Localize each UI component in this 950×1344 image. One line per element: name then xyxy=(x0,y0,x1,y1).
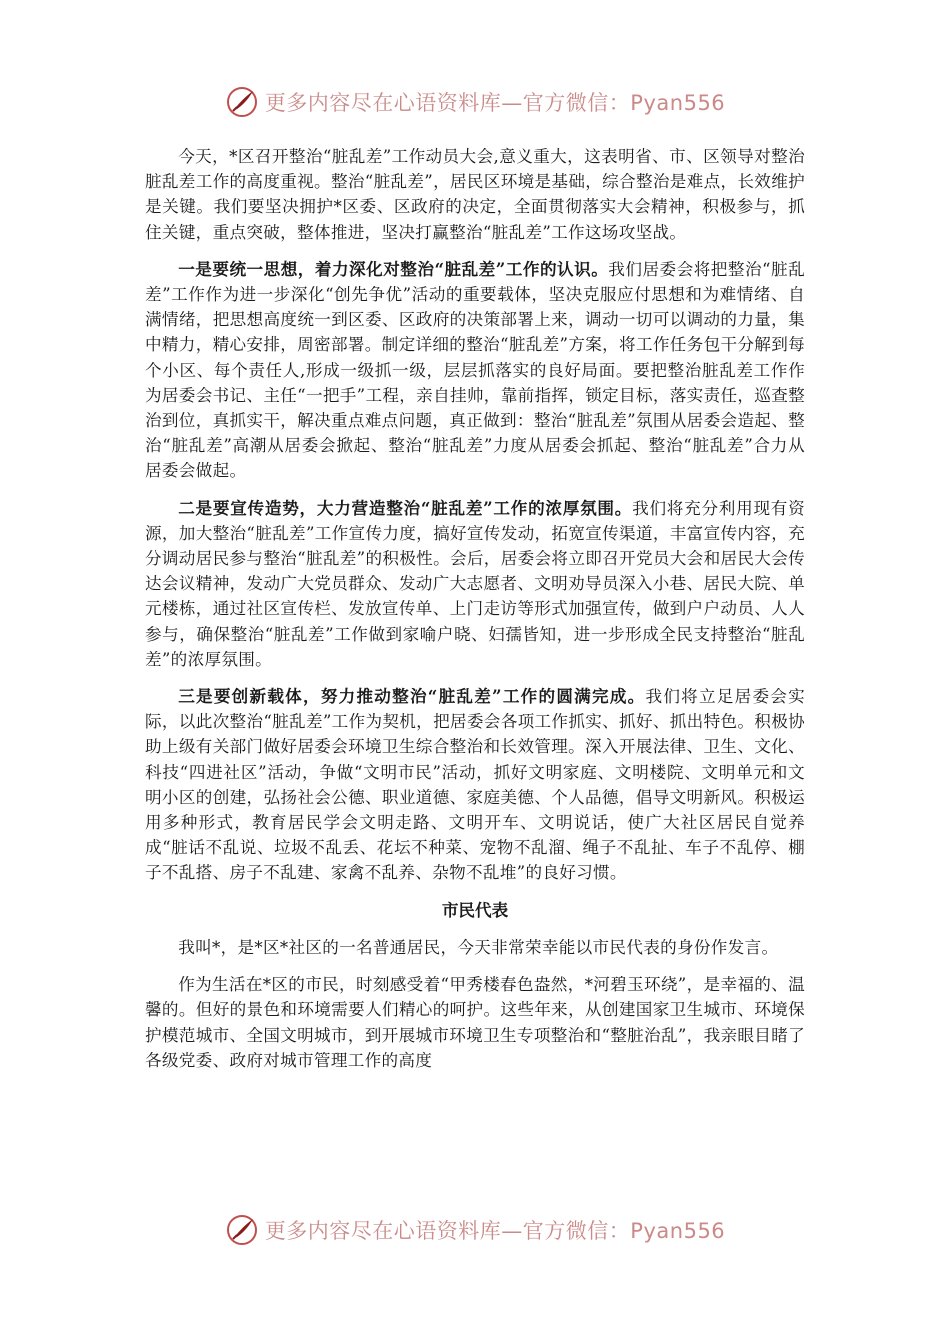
paragraph-text: 我们居委会将把整治“脏乱差”工作作为进一步深化“创先争优”活动的重要载体，坚决克服应付思想和为难情绪、自满情绪，把思想高度统一到区委、区政府的决策部署上来，调动一切可以调动的力量，集中精力，精心安排，周密部署。制定详细的整治“脏乱差”方案，将工作任务包干分解到每个小区、每个责任人,形成一级抓一级，层层抓落实的良好局面。要把整治脏乱差工作作为居委会书记、主任“一把手”工程，亲自挂帅，靠前指挥，锁定目标，落实责任，巡查整治到位，真抓实干，解决重点难点问题，真正做到：整治“脏乱差”氛围从居委会造起、整治“脏乱差”高潮从居委会掀起、整治“脏乱差”力度从居委会抓起、整治“脏乱差”合力从居委会做起。 xyxy=(145,259,805,481)
banner-text: 更多内容尽在心语资料库—官方微信：Pyan556 xyxy=(264,1219,726,1243)
paragraph-lead-heading: 一是要统一思想，着力深化对整治“脏乱差”工作的认识。 xyxy=(178,258,609,279)
paragraph-text: 我叫*，是*区*社区的一名普通居民，今天非常荣幸能以市民代表的身份作发言。 xyxy=(178,937,779,957)
quill-logo-icon xyxy=(225,85,259,119)
quill-logo-icon xyxy=(225,1213,259,1247)
paragraph-text: 今天，*区召开整治“脏乱差”工作动员大会,意义重大，这表明省、市、区领导对整治脏乱差工作的高度重视。整治“脏乱差”，居民区环境是基础，综合整治是难点，长效维护是关键。我们要坚决拥护*区委、区政府的决定，全面贯彻落实大会精神，积极参与，抓住关键，重点突破，整体推进，坚决打赢整治“脏乱差”工作这场攻坚战。 xyxy=(145,147,805,242)
paragraph-text: 我们将充分利用现有资源，加大整治“脏乱差”工作宣传力度，搞好宣传发动，拓宽宣传渠道，丰富宣传内容，充分调动居民参与整治“脏乱差”的积极性。会后，居委会将立即召开党员大会和居民大会传达会议精神，发动广大党员群众、发动广大志愿者、文明劝导员深入小巷、居民大院、单元楼栋，通过社区宣传栏、发放宣传单、上门走访等形式加强宣传，做到户户动员、人人参与，确保整治“脏乱差”工作做到家喻户晓、妇孺皆知，进一步形成全民支持整治“脏乱差”的浓厚氛围。 xyxy=(145,498,806,669)
section-title: 市民代表 xyxy=(441,899,509,920)
paragraph-lead-heading: 三是要创新载体，努力推动整治“脏乱差”工作的圆满完成。 xyxy=(178,686,646,707)
paragraph-self-intro xyxy=(145,935,805,960)
paragraph-text: 作为生活在*区的市民，时刻感受着“甲秀楼春色盎然，*河碧玉环绕”，是幸福的、温馨的。但好的景色和环境需要人们精心的呵护。这些年来，从创建国家卫生城市、环境保护模范城市、全国文明城市，到开展城市环境卫生专项整治和“整脏治乱”，我亲眼目睹了各级党委、政府对城市管理工作的高度 xyxy=(145,975,805,1070)
paragraph-citizen-feelings xyxy=(145,972,805,1073)
paragraph-lead-heading: 二是要宣传造势，大力营造整治“脏乱差”工作的浓厚氛围。 xyxy=(178,497,633,518)
banner-text: 更多内容尽在心语资料库—官方微信：Pyan556 xyxy=(264,91,726,115)
paragraph-intro xyxy=(145,144,805,245)
document-body xyxy=(145,144,805,1085)
footer-watermark-banner xyxy=(0,1208,950,1252)
paragraph-point-two xyxy=(145,496,805,672)
header-watermark-banner xyxy=(0,80,950,124)
paragraph-text: 我们将立足居委会实际，以此次整治“脏乱差”工作为契机，把居委会各项工作抓实、抓好、抓出特色。积极协助上级有关部门做好居委会环境卫生综合整治和长效管理。深入开展法律、卫生、文化、科技“四进社区”活动，争做“文明市民”活动，抓好文明家庭、文明楼院、文明单元和文明小区的创建，弘扬社会公德、职业道德、家庭美德、个人品德，倡导文明新风。积极运用多种形式，教育居民学会文明走路、文明开车、文明说话，使广大社区居民自觉养成“脏话不乱说、垃圾不乱丢、花坛不种菜、宠物不乱溜、绳子不乱扯、车子不乱停、棚子不乱搭、房子不乱建、家禽不乱养、杂物不乱堆”的良好习惯。 xyxy=(145,687,806,883)
paragraph-point-one xyxy=(145,257,805,484)
paragraph-point-three xyxy=(145,684,805,886)
